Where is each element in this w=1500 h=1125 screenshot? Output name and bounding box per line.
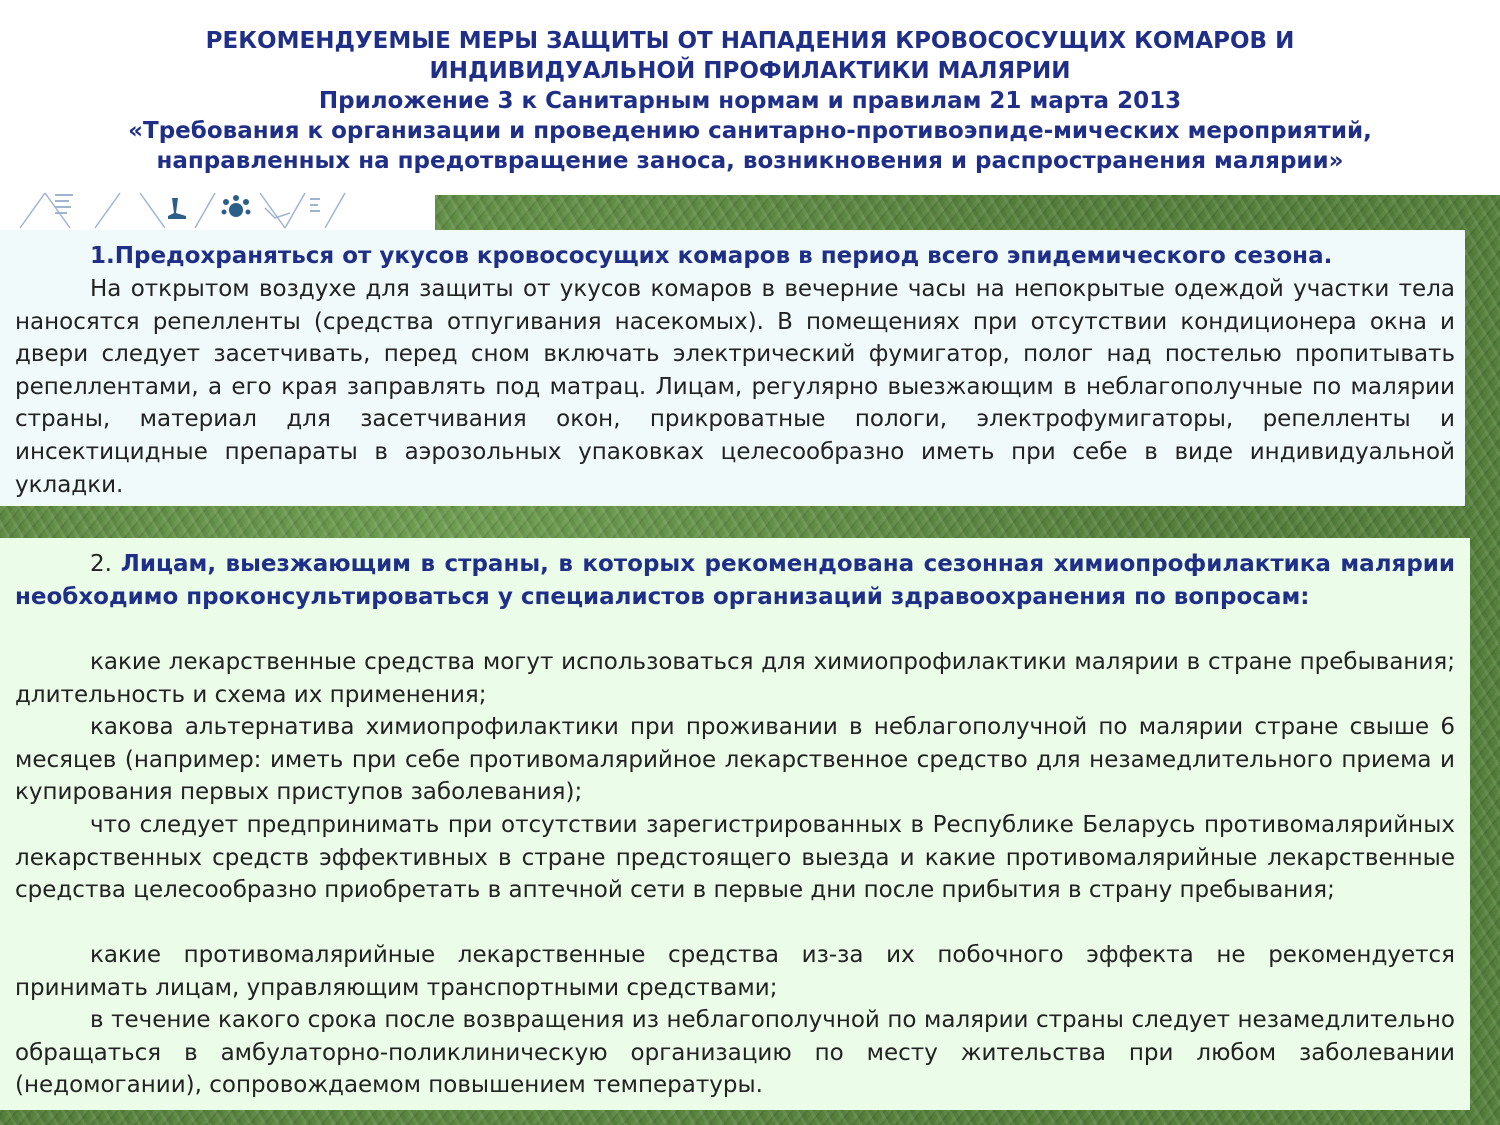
title-line-1: РЕКОМЕНДУЕМЫЕ МЕРЫ ЗАЩИТЫ ОТ НАПАДЕНИЯ КРОВОСОСУЩИХ КОМАРОВ И (205, 28, 1295, 54)
question-item-3: что следует предпринимать при отсутствии зарегистрированных в Республике Беларусь противомалярийных лекарственных средств эффективных в стране предстоящего выезда и какие противомалярийные лекарственные средства целесообразно приобретать в аптечной сети в первые дни после прибытия в страну пребывания; (15, 812, 1455, 904)
title-line-2: ИНДИВИДУАЛЬНОЙ ПРОФИЛАКТИКИ МАЛЯРИИ (429, 58, 1071, 84)
section-2-number: 2. (90, 551, 112, 577)
section-2-box (0, 538, 1470, 1110)
section-1-heading: 1.Предохраняться от укусов кровососущих комаров в период всего эпидемического сезона. (90, 243, 1333, 269)
slide-header (0, 0, 1500, 195)
decorative-icon-strip (0, 188, 435, 230)
section-1-box (0, 230, 1465, 506)
question-item-2: какова альтернатива химиопрофилактики при проживании в неблагополучной по малярии стране свыше 6 месяцев (например: иметь при себе противомалярийное лекарственное средство для незамедлительного приема и купирования первых приступов заболевания); (15, 714, 1455, 806)
subtitle-line-4: «Требования к организации и проведению санитарно-противоэпиде-мических мероприятий, (128, 118, 1372, 144)
section-2-heading: Лицам, выезжающим в страны, в которых рекомендована сезонная химиопрофилактика малярии необходимо проконсультироваться у специалистов организаций здравоохранения по вопросам: (15, 551, 1456, 610)
question-item-4: какие противомалярийные лекарственные средства из-за их побочного эффекта не рекомендуется принимать лицам, управляющим транспортными средствами; (15, 942, 1455, 1001)
question-item-1: какие лекарственные средства могут использоваться для химиопрофилактики малярии в стране пребывания; длительность и схема их применения; (15, 649, 1455, 708)
question-item-5: в течение какого срока после возвращения из неблагополучной по малярии страны следует незамедлительно обращаться в амбулаторно-поликлиническую организацию по месту жительства при любом заболевании (недомогании), сопровождаемом повышением температуры. (15, 1007, 1455, 1099)
subtitle-line-3: Приложение 3 к Санитарным нормам и правилам 21 марта 2013 (318, 88, 1182, 114)
subtitle-line-5: направленных на предотвращение заноса, возникновения и распространения малярии» (156, 148, 1344, 174)
section-2-intro (15, 548, 1455, 613)
section-1-body: На открытом воздухе для защиты от укусов комаров в вечерние часы на непокрытые одеждой участки тела наносятся репелленты (средства отпугивания насекомых). В помещениях при отсутствии кондиционера окна и двери следует засетчивать, перед сном включать электрический фумигатор, полог над постелью пропитывать репеллентами, а его края заправлять под матрац. Лицам, регулярно выезжающим в неблагополучные по малярии страны, материал для засетчивания окон, прикроватные пологи, электрофумигаторы, репелленты и инсектицидные препараты в аэрозольных упаковках целесообразно иметь при себе в виде индивидуальной укладки. (15, 276, 1455, 498)
